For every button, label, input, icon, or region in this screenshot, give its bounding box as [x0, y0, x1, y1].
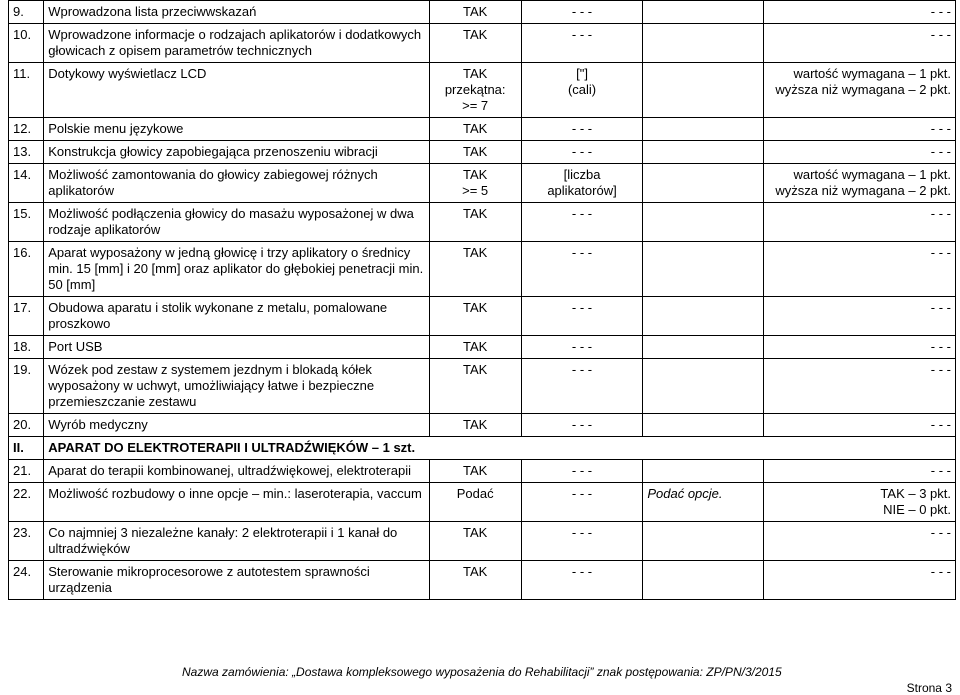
row-scoring: - - - [763, 24, 955, 63]
row-number: 22. [9, 483, 44, 522]
row-offered-value [643, 118, 764, 141]
table-row [9, 561, 956, 600]
row-scoring: - - - [763, 359, 955, 414]
row-offered-value [643, 414, 764, 437]
row-scoring: - - - [763, 203, 955, 242]
row-requirement: Podać [429, 483, 521, 522]
row-offered-value [643, 297, 764, 336]
row-requirement: TAK [429, 336, 521, 359]
row-requirement: TAK [429, 203, 521, 242]
row-requirement: TAK [429, 414, 521, 437]
row-offered-value [643, 1, 764, 24]
table-row [9, 483, 956, 522]
row-scoring: - - - [763, 522, 955, 561]
row-unit: - - - [521, 336, 643, 359]
row-description: Wózek pod zestaw z systemem jezdnym i blokadą kółek wyposażony w uchwyt, umożliwiający łatwe i bezpieczne przemieszczanie zestawu [44, 359, 429, 414]
row-number: 18. [9, 336, 44, 359]
table-row [9, 336, 956, 359]
row-unit: - - - [521, 242, 643, 297]
row-requirement: TAK [429, 141, 521, 164]
row-number: 17. [9, 297, 44, 336]
row-scoring: - - - [763, 242, 955, 297]
row-number: 24. [9, 561, 44, 600]
row-offered-value [643, 24, 764, 63]
row-unit: [liczba aplikatorów] [521, 164, 643, 203]
row-number: 11. [9, 63, 44, 118]
table-row [9, 164, 956, 203]
row-unit: - - - [521, 414, 643, 437]
table-row [9, 522, 956, 561]
page-number: Strona 3 [906, 681, 952, 695]
section-title: APARAT DO ELEKTROTERAPII I ULTRADŹWIĘKÓW – 1 szt. [44, 437, 956, 460]
row-unit: - - - [521, 561, 643, 600]
row-unit: - - - [521, 118, 643, 141]
row-scoring: - - - [763, 118, 955, 141]
table-row [9, 24, 956, 63]
row-number: 23. [9, 522, 44, 561]
row-offered-value [643, 141, 764, 164]
row-description: Polskie menu językowe [44, 118, 429, 141]
row-unit: - - - [521, 483, 643, 522]
row-requirement: TAK [429, 297, 521, 336]
section-header [9, 437, 956, 460]
row-unit: - - - [521, 359, 643, 414]
table-row [9, 118, 956, 141]
section-number: II. [9, 437, 44, 460]
row-description: Konstrukcja głowicy zapobiegająca przenoszeniu wibracji [44, 141, 429, 164]
row-scoring: - - - [763, 1, 955, 24]
row-offered-value [643, 460, 764, 483]
row-number: 13. [9, 141, 44, 164]
row-scoring: - - - [763, 141, 955, 164]
row-requirement: TAK [429, 1, 521, 24]
table-row [9, 63, 956, 118]
row-number: 14. [9, 164, 44, 203]
row-unit: ["] (cali) [521, 63, 643, 118]
specification-table [8, 0, 956, 600]
table-row [9, 460, 956, 483]
row-offered-value [643, 203, 764, 242]
row-offered-value [643, 359, 764, 414]
row-description: Co najmniej 3 niezależne kanały: 2 elektroterapii i 1 kanał do ultradźwięków [44, 522, 429, 561]
row-scoring: TAK – 3 pkt. NIE – 0 pkt. [763, 483, 955, 522]
row-unit: - - - [521, 141, 643, 164]
row-scoring: - - - [763, 414, 955, 437]
row-scoring: - - - [763, 460, 955, 483]
row-offered-value: Podać opcje. [643, 483, 764, 522]
row-number: 19. [9, 359, 44, 414]
row-description: Port USB [44, 336, 429, 359]
row-description: Wyrób medyczny [44, 414, 429, 437]
row-description: Możliwość zamontowania do głowicy zabiegowej różnych aplikatorów [44, 164, 429, 203]
row-scoring: - - - [763, 561, 955, 600]
row-number: 10. [9, 24, 44, 63]
row-offered-value [643, 63, 764, 118]
row-offered-value [643, 242, 764, 297]
row-number: 21. [9, 460, 44, 483]
row-requirement: TAK [429, 118, 521, 141]
row-unit: - - - [521, 460, 643, 483]
row-scoring: wartość wymagana – 1 pkt. wyższa niż wymagana – 2 pkt. [763, 63, 955, 118]
table-row [9, 297, 956, 336]
row-offered-value [643, 522, 764, 561]
row-unit: - - - [521, 522, 643, 561]
row-description: Możliwość rozbudowy o inne opcje – min.: laseroterapia, vaccum [44, 483, 429, 522]
row-scoring: - - - [763, 297, 955, 336]
footer-order-name: Nazwa zamówienia: „Dostawa kompleksowego wyposażenia do Rehabilitacji” znak postępowania: ZP/PN/3/2015 [182, 665, 782, 679]
table-row [9, 1, 956, 24]
row-requirement: TAK przekątna: >= 7 [429, 63, 521, 118]
row-unit: - - - [521, 24, 643, 63]
row-requirement: TAK [429, 561, 521, 600]
row-requirement: TAK [429, 24, 521, 63]
row-requirement: TAK [429, 359, 521, 414]
row-requirement: TAK [429, 242, 521, 297]
table-row [9, 359, 956, 414]
row-number: 9. [9, 1, 44, 24]
row-offered-value [643, 561, 764, 600]
row-requirement: TAK [429, 522, 521, 561]
row-description: Aparat do terapii kombinowanej, ultradźwiękowej, elektroterapii [44, 460, 429, 483]
row-description: Sterowanie mikroprocesorowe z autotestem sprawności urządzenia [44, 561, 429, 600]
row-description: Dotykowy wyświetlacz LCD [44, 63, 429, 118]
row-number: 16. [9, 242, 44, 297]
table-row [9, 242, 956, 297]
row-unit: - - - [521, 1, 643, 24]
row-scoring: wartość wymagana – 1 pkt. wyższa niż wymagana – 2 pkt. [763, 164, 955, 203]
table-row [9, 414, 956, 437]
row-scoring: - - - [763, 336, 955, 359]
row-offered-value [643, 164, 764, 203]
row-unit: - - - [521, 203, 643, 242]
row-offered-value [643, 336, 764, 359]
row-requirement: TAK >= 5 [429, 164, 521, 203]
row-requirement: TAK [429, 460, 521, 483]
row-number: 20. [9, 414, 44, 437]
row-description: Obudowa aparatu i stolik wykonane z metalu, pomalowane proszkowo [44, 297, 429, 336]
row-number: 15. [9, 203, 44, 242]
row-description: Aparat wyposażony w jedną głowicę i trzy aplikatory o średnicy min. 15 [mm] i 20 [mm] oraz aplikator do głębokiej penetracji min. 50 [mm] [44, 242, 429, 297]
row-description: Możliwość podłączenia głowicy do masażu wyposażonej w dwa rodzaje aplikatorów [44, 203, 429, 242]
row-description: Wprowadzona lista przeciwwskazań [44, 1, 429, 24]
table-row [9, 141, 956, 164]
row-unit: - - - [521, 297, 643, 336]
row-number: 12. [9, 118, 44, 141]
table-row [9, 203, 956, 242]
row-description: Wprowadzone informacje o rodzajach aplikatorów i dodatkowych głowicach z opisem parametrów technicznych [44, 24, 429, 63]
